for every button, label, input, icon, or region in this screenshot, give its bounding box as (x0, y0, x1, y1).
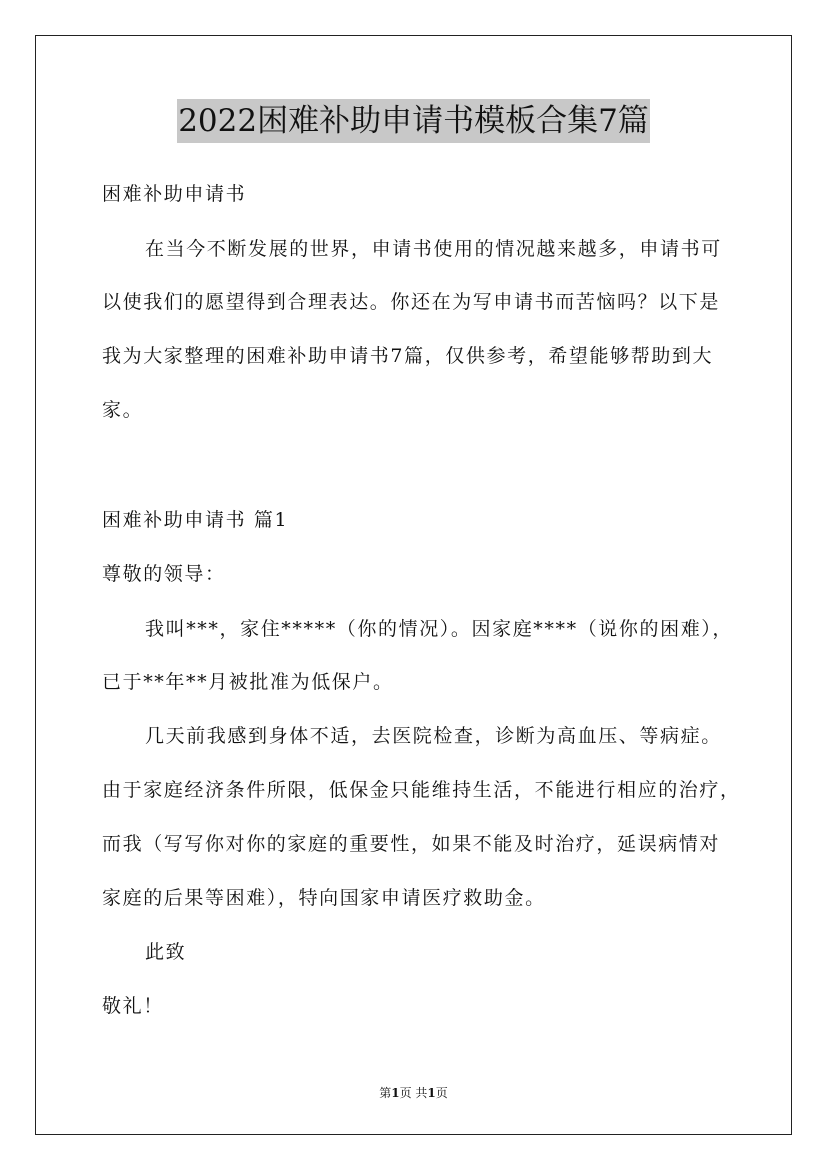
paragraph-line: 而我（写写你对你的家庭的重要性，如果不能及时治疗，延误病情对 (102, 833, 721, 855)
section-heading-1: 困难补助申请书 篇1 (102, 509, 289, 531)
salutation: 尊敬的领导： (102, 563, 226, 585)
paragraph-line: 几天前我感到身体不适，去医院检查，诊断为高血压、等病症。 (145, 725, 722, 747)
paragraph-line: 家庭的后果等困难），特向国家申请医疗救助金。 (102, 887, 546, 909)
paragraph-line: 以使我们的愿望得到合理表达。你还在为写申请书而苦恼吗？以下是 (102, 291, 721, 313)
section-heading-intro: 困难补助申请书 (102, 183, 247, 205)
paragraph-line: 由于家庭经济条件所限，低保金只能维持生活，不能进行相应的治疗， (102, 779, 741, 801)
footer-total-pages: 1 (427, 1086, 436, 1100)
page-footer (0, 1085, 827, 1101)
paragraph-line: 在当今不断发展的世界，申请书使用的情况越来越多，申请书可 (145, 238, 722, 260)
footer-current-page: 1 (391, 1086, 400, 1100)
paragraph-line: 我叫***，家住*****（你的情况）。因家庭****（说你的困难）， (145, 618, 734, 640)
paragraph-line: 我为大家整理的困难补助申请书7篇，仅供参考，希望能够帮助到大 (102, 345, 714, 367)
closing-jingli: 敬礼！ (102, 995, 164, 1017)
footer-suffix: 页 (435, 1086, 448, 1100)
footer-mid: 页 共 (399, 1086, 428, 1100)
title-container (0, 99, 827, 143)
paragraph-line: 家。 (102, 399, 144, 421)
footer-prefix: 第 (379, 1086, 392, 1100)
paragraph-line: 已于**年**月被批准为低保户。 (102, 671, 394, 693)
document-title: 2022困难补助申请书模板合集7篇 (177, 99, 650, 143)
closing-cizhi: 此致 (145, 941, 187, 963)
